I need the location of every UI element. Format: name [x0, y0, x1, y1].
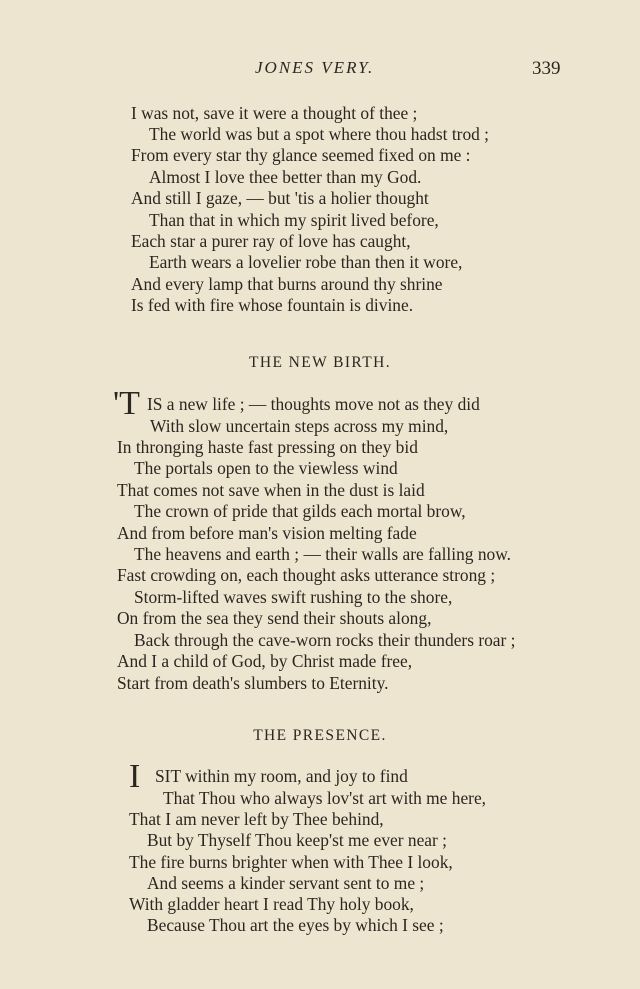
poem-line: With gladder heart I read Thy holy book,: [129, 894, 414, 914]
poem-line: Fast crowding on, each thought asks utterance strong ;: [117, 565, 496, 585]
poem-line: Each star a purer ray of love has caught,: [131, 231, 411, 251]
poem-line: Than that in which my spirit lived before,: [149, 210, 439, 230]
poem-line: I was not, save it were a thought of thee ;: [131, 103, 418, 123]
poem-line: The crown of pride that gilds each mortal brow,: [134, 501, 466, 521]
drop-cap: I: [129, 758, 141, 795]
drop-cap: 'T: [113, 385, 140, 422]
poem-line: With slow uncertain steps across my mind,: [150, 416, 449, 436]
poem-title: THE PRESENCE.: [253, 727, 387, 744]
poem-line: The fire burns brighter when with Thee I look,: [129, 852, 453, 872]
poem-line: That I am never left by Thee behind,: [129, 809, 384, 829]
poem-line: IS a new life ; — thoughts move not as they did: [147, 394, 480, 414]
poem-line: Start from death's slumbers to Eternity.: [117, 673, 389, 693]
poem-line: And still I gaze, — but 'tis a holier thought: [131, 188, 429, 208]
poem-line: Storm-lifted waves swift rushing to the shore,: [134, 587, 453, 607]
poem-line: Because Thou art the eyes by which I see ;: [147, 915, 444, 935]
poem-line: Earth wears a lovelier robe than then it wore,: [149, 252, 463, 272]
poem-line: The world was but a spot where thou hadst trod ;: [149, 124, 490, 144]
poem-line: But by Thyself Thou keep'st me ever near ;: [147, 830, 447, 850]
poem-line: SIT within my room, and joy to find: [155, 766, 408, 786]
poem-line: That comes not save when in the dust is laid: [117, 480, 425, 500]
poem-line: And I a child of God, by Christ made free,: [117, 651, 413, 671]
page-number: 339: [532, 58, 561, 79]
poem-line: From every star thy glance seemed fixed on me :: [131, 145, 471, 165]
poem-line: Almost I love thee better than my God.: [149, 167, 422, 187]
poem-line: On from the sea they send their shouts along,: [117, 608, 432, 628]
poem-line: Is fed with fire whose fountain is divine.: [131, 295, 414, 315]
poem-line: In thronging haste fast pressing on they bid: [117, 437, 418, 457]
poem-title: THE NEW BIRTH.: [249, 354, 391, 371]
poem-line: The portals open to the viewless wind: [134, 458, 398, 478]
poem-line: That Thou who always lov'st art with me here,: [163, 788, 487, 808]
poem-line: And from before man's vision melting fade: [117, 523, 417, 543]
poem-line: The heavens and earth ; — their walls are falling now.: [134, 544, 511, 564]
poem-line: Back through the cave-worn rocks their thunders roar ;: [134, 630, 516, 650]
running-head: [0, 58, 640, 84]
poem-line: And seems a kinder servant sent to me ;: [147, 873, 425, 893]
running-title: JONES VERY.: [255, 58, 375, 77]
poem-line: And every lamp that burns around thy shrine: [131, 274, 443, 294]
